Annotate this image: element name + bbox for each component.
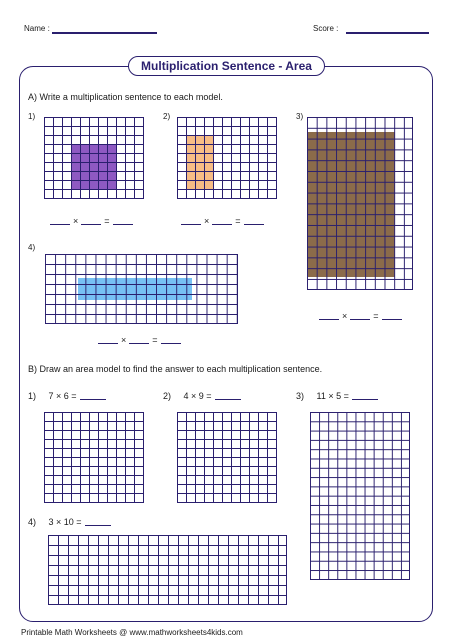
b4-sentence: 3 × 10 =	[48, 517, 82, 527]
a3-grid	[307, 117, 413, 290]
b2-label: 2)	[163, 391, 172, 401]
score-field[interactable]	[346, 32, 429, 34]
a2-label: 2)	[163, 112, 171, 121]
b2-sentence-row	[163, 391, 241, 401]
b3-answer-blank[interactable]	[352, 399, 378, 400]
a4-label: 4)	[28, 243, 36, 252]
b4-sentence-row	[28, 517, 111, 527]
b2-sentence: 4 × 9 =	[183, 391, 212, 401]
a3-blank-3[interactable]	[382, 319, 402, 320]
a1-blank-2[interactable]	[81, 224, 101, 225]
name-label: Name :	[24, 24, 50, 33]
a1-grid	[44, 117, 144, 199]
b2-grid[interactable]	[177, 412, 277, 503]
equals-sign: =	[104, 216, 110, 226]
name-field[interactable]	[52, 32, 157, 34]
equals-sign: =	[235, 216, 241, 226]
a3-blank-2[interactable]	[350, 319, 370, 320]
score-label: Score :	[313, 24, 339, 33]
b2-answer-blank[interactable]	[215, 399, 241, 400]
a2-grid	[177, 117, 277, 199]
a1-label: 1)	[28, 112, 36, 121]
section-b-instruction: B) Draw an area model to find the answer to each multiplication sentence.	[28, 364, 323, 374]
a1-blank-1[interactable]	[50, 224, 70, 225]
a3-blank-1[interactable]	[319, 319, 339, 320]
a2-blank-2[interactable]	[212, 224, 232, 225]
a4-blank-2[interactable]	[129, 343, 149, 344]
a2-blank-3[interactable]	[244, 224, 264, 225]
b3-label: 3)	[296, 391, 305, 401]
b4-label: 4)	[28, 517, 37, 527]
a2-answer-sentence	[178, 216, 267, 226]
a3-label: 3)	[296, 112, 304, 121]
footer-credit: Printable Math Worksheets @ www.mathworksheets4kids.com	[21, 628, 243, 637]
b1-label: 1)	[28, 391, 37, 401]
a4-blank-1[interactable]	[98, 343, 118, 344]
times-sign: ×	[73, 216, 79, 226]
equals-sign: =	[373, 311, 379, 321]
a1-answer-sentence	[47, 216, 136, 226]
a1-blank-3[interactable]	[113, 224, 133, 225]
a2-blank-1[interactable]	[181, 224, 201, 225]
b3-sentence-row	[296, 391, 378, 401]
a4-answer-sentence	[95, 335, 184, 345]
b3-grid[interactable]	[310, 412, 410, 580]
times-sign: ×	[342, 311, 348, 321]
a4-blank-3[interactable]	[161, 343, 181, 344]
times-sign: ×	[121, 335, 127, 345]
b3-sentence: 11 × 5 =	[316, 391, 349, 401]
b4-grid[interactable]	[48, 535, 287, 605]
a4-grid	[45, 254, 238, 324]
b1-sentence: 7 × 6 =	[48, 391, 77, 401]
times-sign: ×	[204, 216, 210, 226]
worksheet-title: Multiplication Sentence - Area	[128, 56, 325, 76]
equals-sign: =	[152, 335, 158, 345]
b1-sentence-row	[28, 391, 106, 401]
b1-answer-blank[interactable]	[80, 399, 106, 400]
b1-grid[interactable]	[44, 412, 144, 503]
section-a-instruction: A) Write a multiplication sentence to each model.	[28, 92, 223, 102]
b4-answer-blank[interactable]	[85, 525, 111, 526]
a3-answer-sentence	[316, 311, 405, 321]
